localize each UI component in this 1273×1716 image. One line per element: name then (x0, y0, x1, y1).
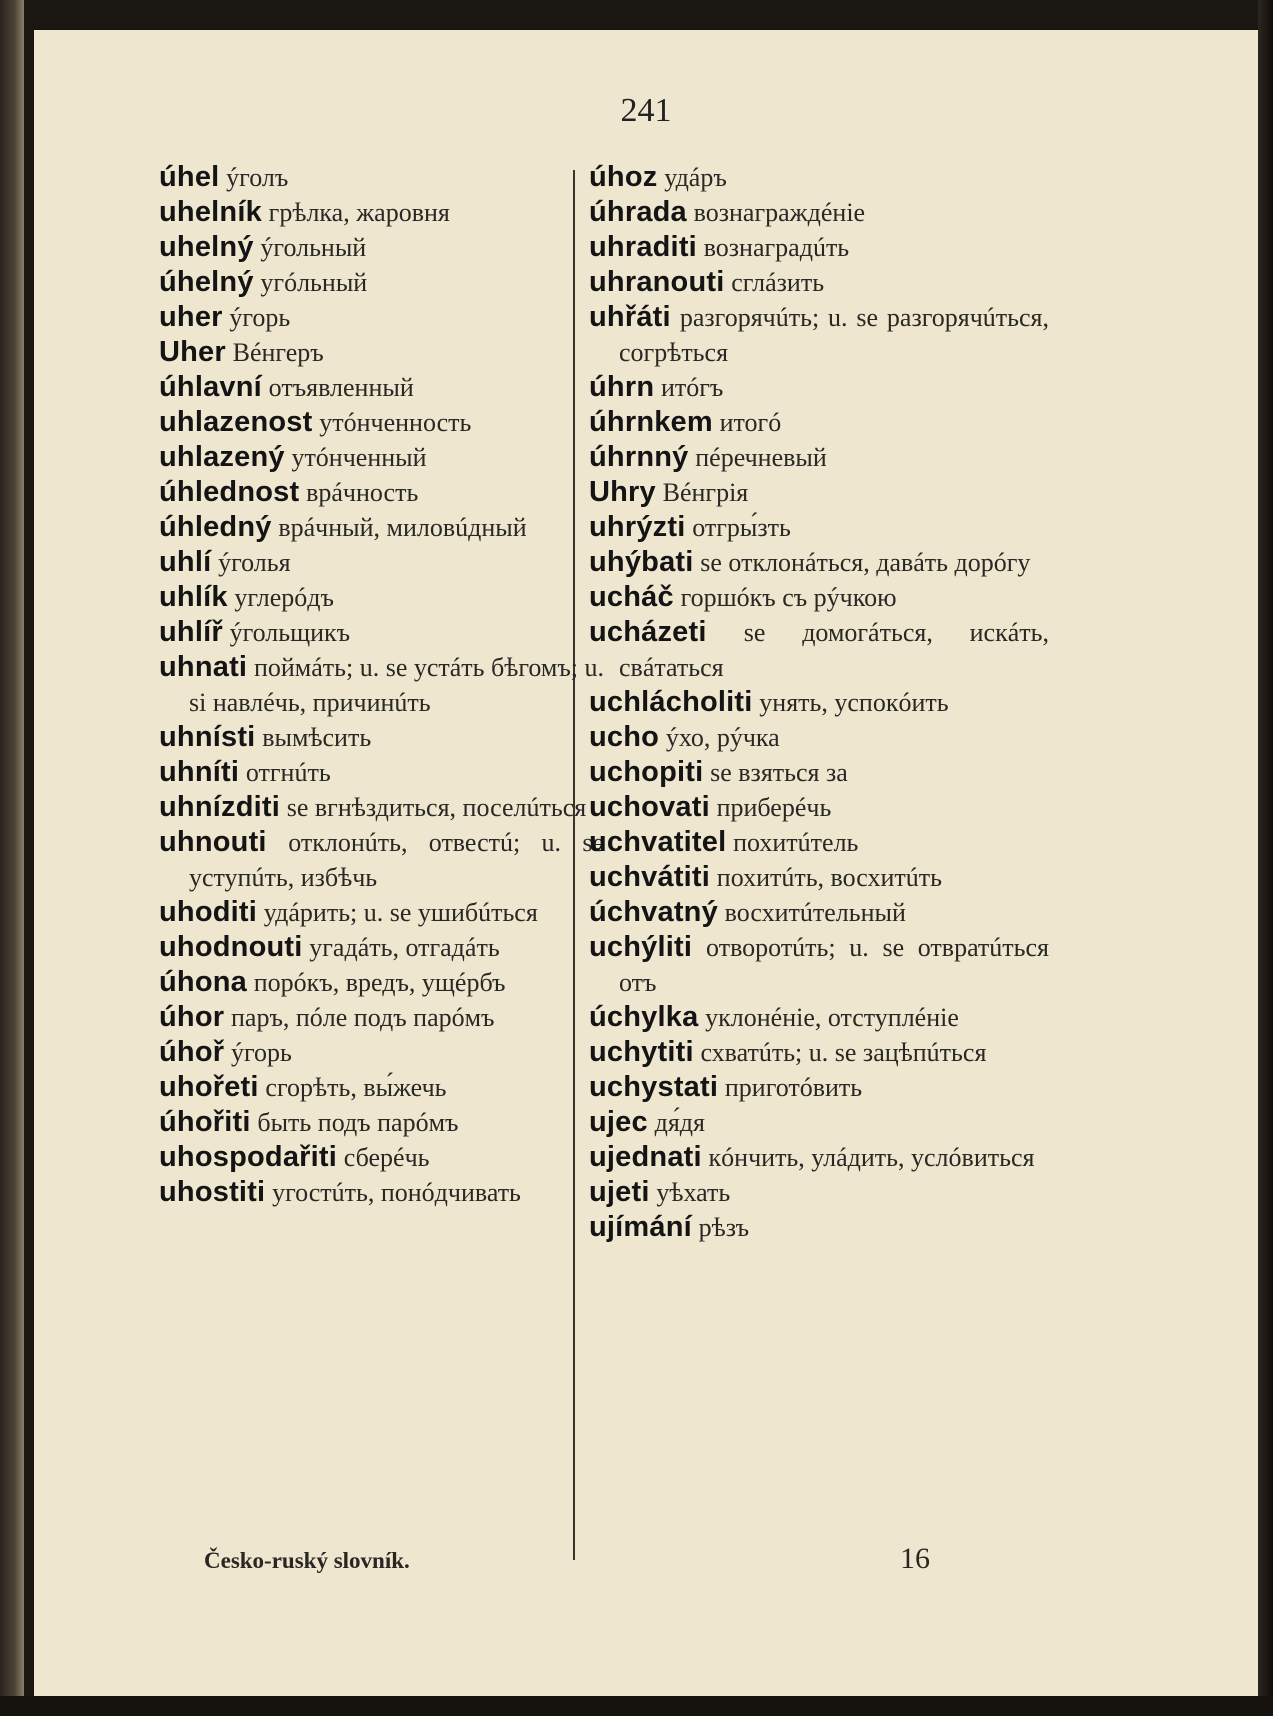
entry-translation: быть подъ парóмъ (257, 1108, 459, 1137)
entry-translation: вымѣсить (262, 723, 372, 752)
entry-translation: ýгорь (229, 303, 291, 332)
dictionary-entry (159, 1070, 604, 1105)
entry-headword: uchýliti (589, 931, 693, 963)
entry-headword: úhledný (159, 511, 272, 543)
dictionary-entry (589, 510, 1049, 545)
entry-translation: сберéчь (343, 1143, 430, 1172)
book-spine (0, 0, 24, 1716)
entry-translation: угостúть, понóдчивать (272, 1178, 521, 1207)
entry-headword: uchovati (589, 791, 710, 823)
entry-translation: похитúть, восхитúть (716, 863, 942, 892)
entry-translation: утóнченность (319, 408, 472, 437)
entry-translation: уѣхать (656, 1178, 731, 1207)
entry-headword: ucházeti (589, 616, 707, 648)
entry-headword: uhraditi (589, 231, 697, 263)
entry-headword: uchvátiti (589, 861, 711, 893)
dictionary-entry (159, 1140, 604, 1175)
entry-headword: uhelný (159, 231, 254, 263)
entry-translation: приберéчь (716, 793, 832, 822)
entry-headword: ujednati (589, 1141, 702, 1173)
dictionary-entry (159, 1175, 604, 1210)
entry-headword: uher (159, 301, 223, 333)
entry-headword: úchvatný (589, 896, 718, 928)
entry-headword: uhořeti (159, 1071, 259, 1103)
entry-translation: углерóдъ (234, 583, 334, 612)
entry-headword: uchvatitel (589, 826, 727, 858)
dictionary-entry (589, 930, 1049, 1000)
dictionary-entry (589, 160, 1049, 195)
dictionary-entry (589, 195, 1049, 230)
entry-headword: ucho (589, 721, 660, 753)
dictionary-entry (589, 370, 1049, 405)
entry-translation: ýголья (218, 548, 291, 577)
entry-headword: úhrnný (589, 441, 689, 473)
dictionary-entry (159, 300, 604, 335)
dictionary-entry (159, 790, 604, 825)
entry-headword: uhnati (159, 651, 248, 683)
entry-headword: uhostiti (159, 1176, 266, 1208)
dictionary-entry (589, 405, 1049, 440)
dictionary-entry (589, 720, 1049, 755)
dictionary-entry (589, 1140, 1049, 1175)
entry-headword: Uher (159, 336, 226, 368)
entry-headword: uhodnouti (159, 931, 303, 963)
entry-translation: se отклонáться, давáть дорóгу (700, 548, 1031, 577)
dictionary-entry (159, 825, 604, 895)
entry-translation: Вéнгрія (662, 478, 749, 507)
left-column (159, 160, 604, 1210)
entry-translation: вознаграждéніе (693, 198, 866, 227)
entry-headword: úhořiti (159, 1106, 251, 1138)
entry-headword: úhlednost (159, 476, 300, 508)
page-number: 241 (620, 92, 672, 129)
entry-translation: угадáть, отгадáть (309, 933, 500, 962)
entry-translation: se домогáться, искáть, свáтаться (619, 618, 1049, 682)
entry-translation: порóкъ, вредъ, ущéрбъ (253, 968, 506, 997)
dictionary-entry (589, 895, 1049, 930)
dictionary-entry (159, 195, 604, 230)
entry-headword: uhelník (159, 196, 262, 228)
entry-headword: uhlík (159, 581, 228, 613)
entry-headword: ucháč (589, 581, 674, 613)
entry-translation: Вéнгеръ (232, 338, 324, 367)
dictionary-entry (159, 965, 604, 1000)
dictionary-entry (159, 755, 604, 790)
dictionary-entry (159, 160, 604, 195)
entry-translation: вознаградúть (703, 233, 850, 262)
page-edge-right (1258, 0, 1273, 1716)
dictionary-entry (159, 1000, 604, 1035)
entry-headword: uhospodařiti (159, 1141, 338, 1173)
entry-translation: сгорѣть, вы́жечь (265, 1073, 447, 1102)
dictionary-entry (589, 440, 1049, 475)
entry-headword: uhnísti (159, 721, 256, 753)
entry-headword: úhrn (589, 371, 655, 403)
dictionary-entry (159, 615, 604, 650)
dictionary-entry (159, 370, 604, 405)
dictionary-page (34, 30, 1258, 1696)
entry-headword: úhoř (159, 1036, 225, 1068)
footer-title: Česko-ruský slovník. (204, 1548, 410, 1573)
entry-headword: ujeti (589, 1176, 650, 1208)
entry-translation: дя́дя (654, 1108, 705, 1137)
dictionary-entry (159, 440, 604, 475)
dictionary-entry (159, 475, 604, 510)
dictionary-entry (589, 1210, 1049, 1245)
entry-headword: uhrýzti (589, 511, 686, 543)
entry-headword: uhnouti (159, 826, 267, 858)
entry-headword: úhelný (159, 266, 254, 298)
dictionary-entry (589, 860, 1049, 895)
entry-headword: uchopiti (589, 756, 704, 788)
dictionary-entry (159, 405, 604, 440)
entry-translation: отклонúть, отвестú; u. se уступúть, избѣчь (189, 828, 604, 892)
entry-translation: итóгъ (660, 373, 724, 402)
dictionary-entry (159, 265, 604, 300)
entry-headword: uhoditi (159, 896, 258, 928)
entry-headword: uhnízditi (159, 791, 280, 823)
entry-headword: úhoz (589, 161, 658, 193)
entry-translation: ýголъ (226, 163, 289, 192)
entry-headword: uhřáti (589, 301, 671, 333)
entry-translation: ýгольщикъ (229, 618, 351, 647)
entry-translation: отворотúть; u. se отвратúться отъ (619, 933, 1050, 997)
dictionary-entry (589, 1000, 1049, 1035)
entry-headword: ujec (589, 1106, 648, 1138)
entry-translation: сглáзить (731, 268, 825, 297)
entry-headword: uhranouti (589, 266, 725, 298)
dictionary-entry (589, 580, 1049, 615)
dictionary-entry (159, 545, 604, 580)
entry-headword: uhlíř (159, 616, 223, 648)
entry-headword: úchylka (589, 1001, 699, 1033)
dictionary-entry (589, 1175, 1049, 1210)
entry-translation: поймáть; u. se устáть бѣгомъ; u. si навлéчь, причинúть (189, 653, 605, 717)
entry-headword: úhel (159, 161, 220, 193)
entry-headword: Uhry (589, 476, 656, 508)
entry-headword: úhona (159, 966, 247, 998)
entry-headword: uchystati (589, 1071, 719, 1103)
entry-translation: se вгнѣздиться, поселúться (286, 793, 587, 822)
entry-translation: схватúть; u. se зацѣпúться (700, 1038, 987, 1067)
dictionary-entry (159, 720, 604, 755)
dictionary-entry (159, 580, 604, 615)
dictionary-entry (159, 930, 604, 965)
dictionary-entry (589, 1105, 1049, 1140)
dictionary-entry (159, 510, 604, 545)
entry-headword: úhlavní (159, 371, 262, 403)
entry-translation: разгорячúть; u. se разгорячúться, согрѣться (619, 303, 1049, 367)
dictionary-entry (159, 1035, 604, 1070)
entry-headword: úhrada (589, 196, 687, 228)
entry-translation: грѣлка, жаровня (268, 198, 450, 227)
dictionary-entry (159, 335, 604, 370)
dictionary-entry (589, 685, 1049, 720)
entry-translation: горшóкъ съ рýчкою (680, 583, 897, 612)
entry-translation: кóнчить, улáдить, услóвиться (708, 1143, 1035, 1172)
entry-translation: удáрить; u. se ушибúться (263, 898, 538, 927)
entry-translation: утóнченный (291, 443, 427, 472)
dictionary-entry (589, 1035, 1049, 1070)
entry-translation: ýгольный (260, 233, 367, 262)
entry-translation: восхитúтельный (724, 898, 906, 927)
dictionary-entry (589, 790, 1049, 825)
right-column (589, 160, 1049, 1245)
dictionary-entry (589, 475, 1049, 510)
entry-headword: uchlácholiti (589, 686, 753, 718)
entry-translation: уклонéніе, отступлéніе (705, 1003, 959, 1032)
entry-translation: приготóвить (724, 1073, 863, 1102)
dictionary-entry (159, 230, 604, 265)
entry-translation: врáчность (306, 478, 419, 507)
entry-translation: паръ, пóле подъ парóмъ (230, 1003, 495, 1032)
dictionary-entry (589, 615, 1049, 685)
dictionary-entry (589, 300, 1049, 370)
dictionary-entry (159, 1105, 604, 1140)
entry-translation: ýгорь (230, 1038, 292, 1067)
entry-translation: похитúтель (733, 828, 859, 857)
entry-translation: угóльный (260, 268, 368, 297)
entry-translation: врáчный, миловúдный (278, 513, 527, 542)
entry-translation: рѣзъ (698, 1213, 750, 1242)
dictionary-entry (589, 1070, 1049, 1105)
entry-translation: удáръ (664, 163, 727, 192)
entry-headword: úhor (159, 1001, 225, 1033)
dictionary-entry (589, 265, 1049, 300)
entry-translation: отгнúть (245, 758, 331, 787)
entry-translation: пéречневый (695, 443, 827, 472)
entry-translation: отъявленный (268, 373, 414, 402)
entry-headword: uhlazený (159, 441, 285, 473)
entry-headword: uchytiti (589, 1036, 694, 1068)
entry-headword: ujímání (589, 1211, 692, 1243)
entry-translation: se взяться за (710, 758, 848, 787)
page-edge-bottom (0, 1696, 1273, 1716)
entry-headword: uhlazenost (159, 406, 313, 438)
dictionary-entry (159, 895, 604, 930)
dictionary-entry (589, 825, 1049, 860)
entry-headword: úhrnkem (589, 406, 713, 438)
dictionary-entry (159, 650, 604, 720)
entry-translation: итогó (719, 408, 782, 437)
footer-signature: 16 (900, 1542, 930, 1575)
dictionary-entry (589, 545, 1049, 580)
entry-translation: унять, успокóить (759, 688, 949, 717)
entry-translation: отгры́зть (692, 513, 791, 542)
entry-headword: uhníti (159, 756, 240, 788)
entry-headword: uhýbati (589, 546, 694, 578)
entry-headword: uhlí (159, 546, 212, 578)
dictionary-entry (589, 755, 1049, 790)
entry-translation: ýхо, рýчка (665, 723, 780, 752)
dictionary-entry (589, 230, 1049, 265)
